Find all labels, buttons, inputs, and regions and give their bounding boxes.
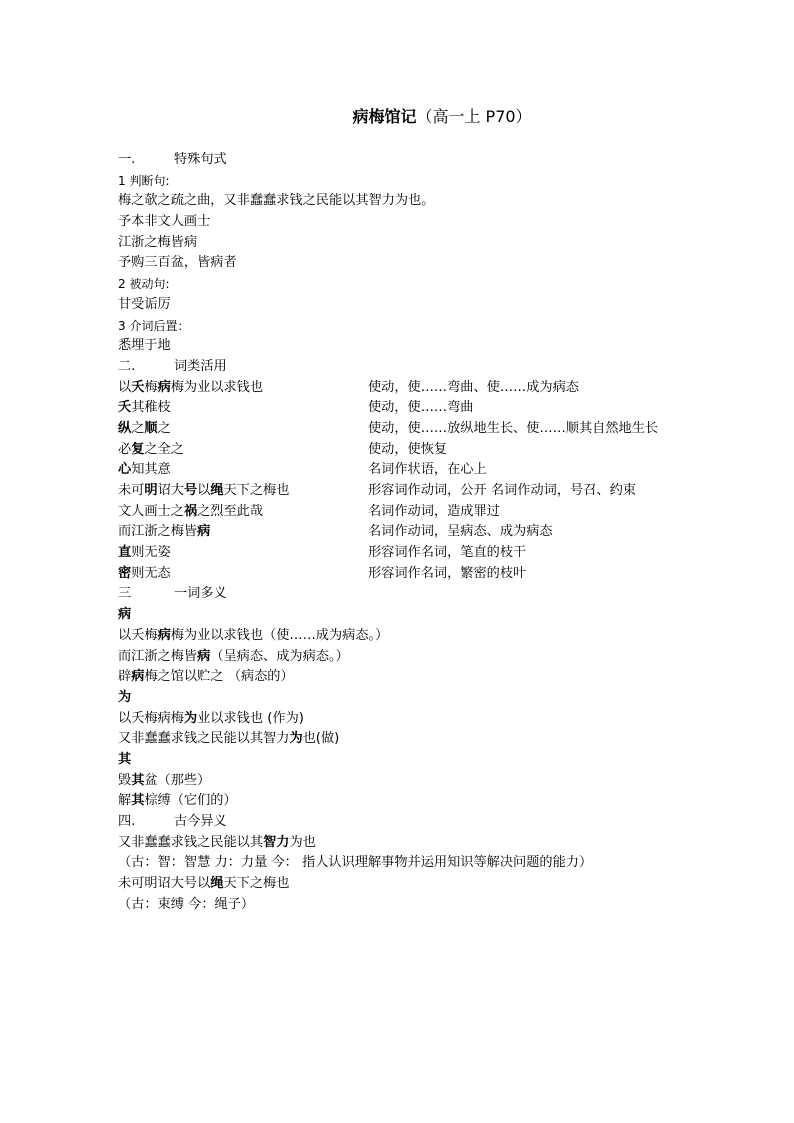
- example-line: 而江浙之梅皆病（呈病态、成为病态。）: [118, 648, 349, 664]
- usage-row: 直则无姿 形容词作名词，笔直的枝干: [118, 543, 718, 564]
- note-line: （古：束缚 今：绳子）: [118, 896, 255, 912]
- subheading: 2 被动句:: [118, 277, 170, 292]
- text-line: 予本非文人画士: [118, 214, 211, 230]
- usage-explanation: 形容词作名词，繁密的枝叶: [368, 565, 527, 581]
- example-line: 又非蠢蠢求钱之民能以其智力为也(做): [118, 731, 340, 747]
- usage-row: 夭其稚枝 使动，使……弯曲: [118, 398, 718, 419]
- usage-row: 文人画士之祸之烈至此哉 名词作动词，造成罪过: [118, 502, 718, 523]
- subheading: 3 介词后置：: [118, 318, 190, 333]
- title-main: 病梅馆记: [352, 107, 417, 126]
- example-line: 又非蠢蠢求钱之民能以其智力为也: [118, 834, 316, 850]
- usage-explanation: 名词作动词，造成罪过: [368, 503, 500, 519]
- example-line: 解其棕缚（它们的）: [118, 793, 237, 809]
- example-line: 以夭梅病梅为业以求钱也（使……成为病态。）: [118, 627, 389, 643]
- section-heading: 四. 古今异义: [118, 814, 227, 829]
- usage-row: 密则无态 形容词作名词，繁密的枝叶: [118, 564, 718, 585]
- subheading: 1 判断句:: [118, 173, 170, 188]
- text-line: 甘受诟厉: [118, 296, 171, 312]
- keyword: 病: [118, 607, 132, 623]
- note-line: （古：智：智慧 力：力量 今： 指人认识理解事物并运用知识等解决问题的能力）: [118, 855, 593, 871]
- usage-row: 以夭梅病梅为业以求钱也 使动，使……弯曲、使……成为病态: [118, 378, 718, 399]
- document-body: [118, 150, 718, 915]
- example-line: 毁其盆（那些）: [118, 772, 211, 788]
- usage-row: 未可明诏大号以绳天下之梅也 形容词作动词，公开 名词作动词，号召、约束: [118, 481, 718, 502]
- usage-row: 必复之全之 使动，使恢复: [118, 440, 718, 461]
- usage-explanation: 形容词作名词，笔直的枝干: [368, 545, 527, 561]
- keyword: 其: [118, 751, 132, 767]
- section-heading: 一. 特殊句式: [118, 152, 227, 167]
- usage-explanation: 名词作动词，呈病态、成为病态: [368, 524, 553, 540]
- text-line: 悉埋于地: [118, 338, 171, 354]
- usage-row: 而江浙之梅皆病 名词作动词，呈病态、成为病态: [118, 522, 718, 543]
- example-line: 以夭梅病梅为业以求钱也 (作为): [118, 710, 304, 726]
- usage-explanation: 形容词作动词，公开 名词作动词，号召、约束: [368, 483, 636, 498]
- usage-explanation: 使动，使……放纵地生长、使……顺其自然地生长: [368, 420, 659, 436]
- example-line: 辟病梅之馆以贮之 （病态的）: [118, 669, 294, 685]
- page-title: [0, 106, 794, 128]
- text-line: 予购三百盆，皆病者: [118, 255, 237, 271]
- keyword: 为: [118, 689, 132, 705]
- usage-explanation: 名词作状语，在心上: [368, 462, 487, 478]
- usage-row: 心知其意 名词作状语，在心上: [118, 460, 718, 481]
- section-heading: 二. 词类活用: [118, 358, 227, 374]
- title-sub: （高一上 P70）: [416, 107, 532, 126]
- text-line: 江浙之梅皆病: [118, 234, 198, 250]
- section-heading: 三 一词多义: [118, 586, 227, 602]
- text-line: 梅之欹之疏之曲，又非蠢蠢求钱之民能以其智力为也。: [118, 193, 435, 209]
- example-line: 未可明诏大号以绳天下之梅也: [118, 876, 290, 892]
- usage-explanation: 使动，使……弯曲: [368, 400, 474, 416]
- usage-row: 纵之顺之 使动，使……放纵地生长、使……顺其自然地生长: [118, 419, 718, 440]
- usage-explanation: 使动，使……弯曲、使……成为病态: [368, 379, 579, 395]
- usage-explanation: 使动，使恢复: [368, 441, 448, 457]
